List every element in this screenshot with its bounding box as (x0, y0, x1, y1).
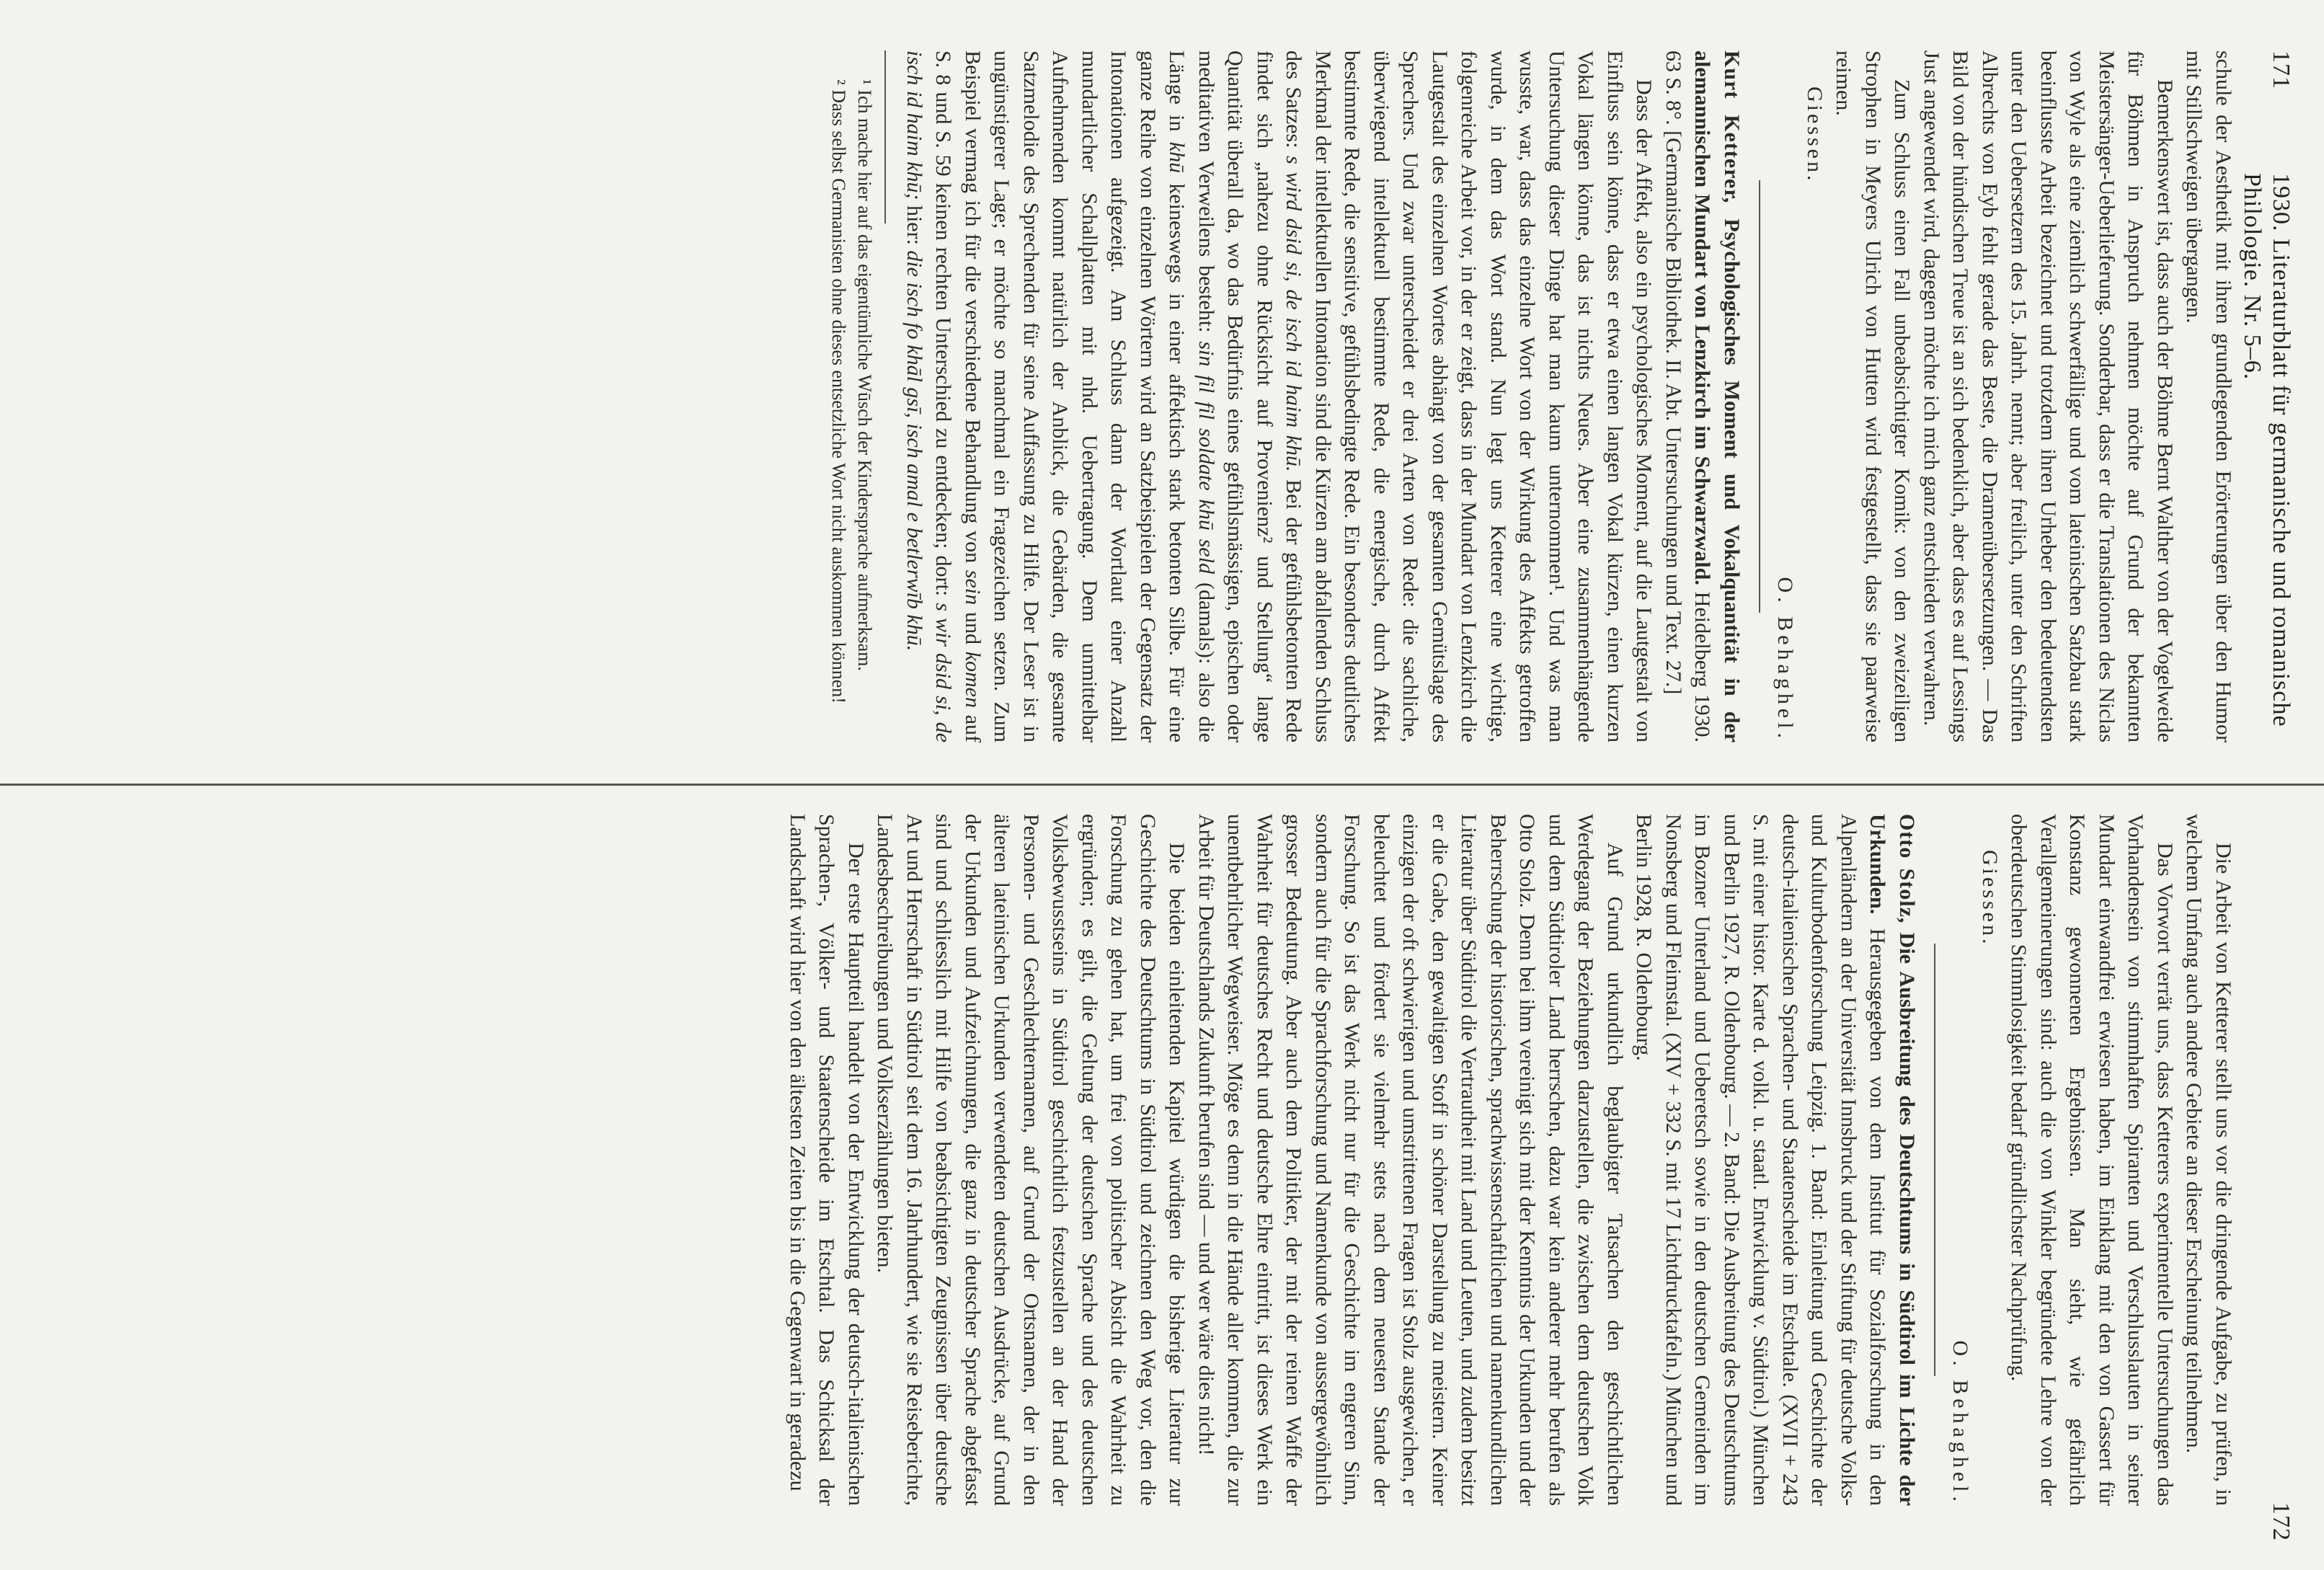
left-column (826, 50, 2238, 742)
paragraph: Das Vorwort verrät uns, dass Ketterers experimentelle Untersuchungen das Vorhandensein von stimmhaften Spiranten und Verschlusslauten in seiner Mundart einwandfrei erwiesen haben, im Einklang mit den von Gassert für Konstanz gewonnenen Ergebnissen. Man sieht, wie gefährlich Verallgemeinerungen sind: auch die von Winkler begründete Lehre von der oberdeutschen Stimmlosigkeit bedarf gründlichster Nachprüfung. (2007, 814, 2177, 1506)
example-quote: sein (961, 569, 985, 606)
paragraph: schule der Aesthetik mit ihren grundlegenden Erörterungen über den Humor mit Stillschweigen übergangen. (2182, 50, 2235, 742)
review-heading (1659, 50, 1747, 742)
paragraph: Bemerkenswert ist, dass auch der Böhme Bernt Walther von der Vogelweide für Böhmen in Anspruch nehmen möchte auf Grund der bekannten Meistersänger-Ueberlieferung. Sonderbar, dass er die Translationen des Niclas von Wyle als eine ziemlich schwerfällige und vom lateinischen Satzbau stark beeinflusste Arbeit bezeichnet und trotzdem ihren Urheber den bedeutendsten unter den Uebersetzern des 15. Jahrh. nennt; aber freilich, unter den Schriften Albrechts von Eyb fehlt gerade das Beste, die Dramenübersetzungen. — Das Bild von der hündischen Treue ist an sich bedenklich, aber dass es auf Lessings Just angewendet wird, dagegen möchte ich mich ganz entschieden verwahren. (1920, 50, 2177, 742)
footnote-rule (885, 50, 887, 223)
place-giessen: Giessen. (1803, 87, 1827, 184)
review-title: Psychologisches Moment und Vokalquantität in der alemannischen Mundart von Lenzkirch im Schwarzwald. (1690, 50, 1744, 743)
review-heading (1629, 814, 1921, 1506)
example-quote: die isch fo khāl gsī, isch amal e betlerwīb khū. (902, 250, 926, 652)
example-quote: s wird dsid si, de isch id haim khū. (1282, 156, 1306, 472)
text-run: (damals): also die Länge in (1165, 50, 1218, 742)
review-title: Die Ausbreitung des Deutschtums in Südtirol im Lichte der Urkunden. (1866, 814, 1919, 1507)
review-publication: Heidelberg 1930. 63 S. 8°. [Germanische Bibliothek. II. Abt. Untersuchungen und Text. 27.] (1662, 50, 1715, 742)
example-quote: s wir dsid si, de isch id haim khū; (902, 50, 956, 743)
paragraph: Zum Schluss einen Fall unbeabsichtigter Komik: von den zweizeiligen Strophen in Meyers Ulrich von Hutten wird festgestellt, dass sie paarweise reimen. (1832, 50, 1915, 742)
text-run: Bei der gefühlsbetonten Rede findet sich „nahezu ohne Rücksicht auf Provenienz² und Stellung“ lange Quantität überall da, wo das Bedürfnis eines gefühlsmässigen, epischen oder meditativen Verweilens besteht: (1194, 50, 1306, 743)
text-run: Dass der Affekt, also ein psychologisches Moment, auf die Lautgestalt von Einfluss sein könne, dass er etwa einen langen Vokal kürzen, einen kurzen Vokal längen könne, das ist nichts Neues. Aber eine zusammenhängende Untersuchung dieser Dinge hat man kaum unternommen¹. Und was man wusste, war, dass das einzelne Wort von der Wirkung des Affekts getroffen wurde, in dem das Wort stand. Nun legt uns Ketterer eine wichtige, folgenreiche Arbeit vor, in der er zeigt, dass in der Mundart von Lenzkirch die Lautgestalt des einzelnen Wortes abhängt von der gesamten Gemütslage des Sprechers. Und zwar unterscheidet er drei Arten von Rede: die sachliche, überwiegend intellektuell bestimmte Rede, die energische, durch Affekt bestimmte Rede, die sensitive, gefühlsbedingte Rede. Ein besonders deutliches Merkmal der intellektuellen Intonation sind die Kürzen am abfallenden Schluss des Satzes: (1282, 50, 1656, 742)
paragraph: Die Arbeit von Ketterer stellt uns vor die dringende Aufgabe, zu prüfen, in welchem Umfang auch andere Gebiete an dieser Erscheinung teilnehmen. (2182, 814, 2235, 1506)
right-column (783, 814, 2238, 1506)
footnote-1: ¹ Ich mache hier auf das eigentümliche Wūsch der Kindersprache aufmerksam. (854, 79, 876, 671)
paragraph (900, 50, 1659, 742)
section-rule (1934, 944, 1935, 1376)
review-author: Kurt Ketterer, (1720, 50, 1744, 204)
signature-behaghel: O. Behaghel. (1773, 577, 1798, 742)
running-head: 1930. Literaturblatt für germanische und romanische Philologie. Nr. 5–6. (2239, 173, 2294, 727)
place-giessen: Giessen. (1978, 850, 2002, 947)
text-run: und (961, 611, 985, 644)
text-run: keineswegs in einer affektisch stark betonten Silbe. Für eine ganze Reihe von einzelnen Wörtern wird an Satzbeispielen der Gegensatz der Intonationen aufgezeigt. Am Schluss dann der Wortlaut einer Anzahl mundartlicher Schallplatten mit nhd. Uebertragung. Dem unmittelbar Aufnehmenden kommt natürlich der Anblick, die Gebärden, die gesamte Satzmelodie des Sprechenden für seine Auffassung zu Hilfe. Der Leser ist in ungünstigerer Lage; er möchte so manchmal ein Fragezeichen setzen. Zum Beispiel vermag ich für die verschiedene Behandlung von (961, 50, 1189, 743)
review-publication: Herausgegeben von dem Institut für Sozialforschung in den Alpenländern an der Universität Innsbruck und der Stiftung für deutsche Volks- und Kulturbodenforschung Leipzig. 1. Band: Einleitung und Geschichte der deutsch-italienischen Sprachen- und Staatenscheide im Etschtale. (XVII + 243 S. mit einer histor. Karte d. volkl. u. staatl. Entwicklung v. Südtirol.) München und Berlin 1927, R. Oldenbourg. — 2. Band: Die Ausbreitung des Deutschtums im Bozner Unterland und Ueberetsch sowie in den deutschen Gemeinden im Nonsberg und Fleimstal. (XIV + 332 S. mit 17 Lichtdrucktafeln.) München und Berlin 1928, R. Oldenbourg. (1632, 814, 1890, 1506)
example-quote: khū (1165, 141, 1189, 174)
paragraph: Die beiden einleitenden Kapitel würdigen die bisherige Literatur zur Geschichte des Deutschtums in Südtirol und zeichnen den Weg vor, den die Forschung zu gehen hat, um frei von politischer Absicht die Wahrheit zu ergründen; es gilt, die Geltung der deutschen Sprache und des deutschen Volksbewusstseins in Südtirol geschichtlich festzustellen an der Hand der Personen- und Geschlechternamen, auf Grund der Ortsnamen, der in den älteren lateinischen Urkunden verwendeten deutschen Ausdrücke, auf Grund der Urkunden und Aufzeichnungen, die ganz in deutscher Sprache abgefasst sind und schliesslich mit Hilfe von beabsichtigten Zeugnissen über deutsche Art und Herrschaft in Südtirol seit dem 16. Jahrhundert, wie sie Reiseberichte, Landesbeschreibungen und Volkserzählungen bieten. (873, 814, 1189, 1506)
example-quote: sin fil fil soldate khū seld (1194, 341, 1218, 575)
section-rule (1759, 180, 1760, 613)
paragraph: Der erste Hauptteil handelt von der Entwicklung der deutsch-italienischen Sprachen-, Völker- und Staatenscheide im Etschtal. Das Schicksal der Landschaft wird hier von den ältesten Zeiten bis in die Gegenwart in geradezu (786, 814, 868, 1506)
text-run: hier: (902, 205, 926, 245)
footnote-2: ² Dass selbst Germanisten ohne dieses entsetzliche Wort nicht auskommen können! (828, 79, 850, 704)
review-author: Otto Stolz, (1895, 814, 1919, 924)
paragraph: Auf Grund urkundlich beglaubigter Tatsachen den geschichtlichen Werdegang der Beziehungen darzustellen, die zwischen dem deutschen Volk und dem Südtiroler Land herrschen, dazu war kein anderer mehr berufen als Otto Stolz. Denn bei ihm vereinigt sich mit der Kenntnis der Urkunden und der Beherrschung der historischen, sprachwissenschaftlichen und namenkundlichen Literatur über Südtirol die Vertrautheit mit Land und Leuten, und zudem besitzt er die Gabe, den gewaltigen Stoff in schöner Darstellung zu meistern. Keiner einzigen der oft schwierigen und umstrittenen Fragen ist Stolz ausgewichen, er beleuchtet und fördert sie vielmehr stets nach dem neuesten Stande der Forschung. So ist das Werk nicht nur für die Geschichte im engeren Sinn, sondern auch für die Sprachforschung und Namenkunde von aussergewöhnlich grosser Bedeutung. Aber auch dem Politiker, der mit der reinen Waffe der Wahrheit für deutsches Recht und deutsche Ehre eintritt, ist dieses Werk ein unentbehrlicher Wegweiser. Möge es denn in die Hände aller kommen, die zur Arbeit für Deutschlands Zukunft berufen sind — und wer wäre dies nicht! (1194, 814, 1627, 1506)
signature-behaghel: O. Behaghel. (1948, 1340, 1973, 1506)
page-number-right: 172 (2268, 1502, 2294, 1541)
example-quote: komen (961, 651, 985, 708)
page-number-left: 171 (2268, 50, 2294, 89)
page-172 (0, 785, 2324, 1570)
text-run: auf S. 8 und S. 59 keinen rechten Unterschied zu entdecken; dort: (931, 50, 985, 743)
